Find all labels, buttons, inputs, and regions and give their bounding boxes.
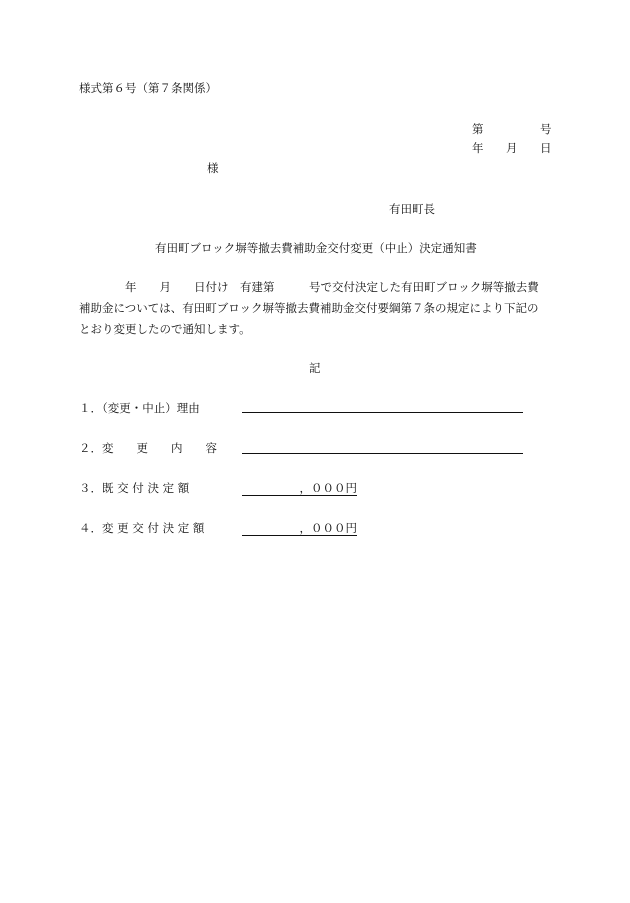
item-label-reason: １．（変更・中止）理由 [79,401,200,415]
body-paragraph [79,282,555,345]
item-blank-line-reason [242,412,523,413]
doc-number-suffix: 号 [540,122,552,136]
issuer-name: 有田町長 [389,202,435,216]
document-title: 有田町ブロック塀等撤去費補助金交付変更（中止）決定通知書 [155,241,477,255]
date-year: 年 [472,141,484,155]
item-label-content: ２．変 更 内 容 [79,441,217,455]
body-line: 補助金については、有田町ブロック塀等撤去費補助金交付要綱第７条の規定により下記の [79,301,539,315]
date-month: 月 [506,141,518,155]
form-number: 様式第６号（第７条関係） [79,81,217,95]
date-day: 日 [540,141,552,155]
item-label-changed-amount: ４．変 更 交 付 決 定 額 [79,521,205,535]
item-label-existing-amount: ３．既 交 付 決 定 額 [79,481,190,495]
item-value-existing-amount: ，０００円 [242,481,357,495]
body-line: とおり変更したので通知します。 [79,322,251,336]
body-line: 年 月 日付け 有建第 号で交付決定した有田町ブロック塀等撤去費 [79,280,539,294]
item-blank-line-content [242,453,523,454]
addressee-suffix: 様 [207,161,219,175]
doc-number-prefix: 第 [472,122,484,136]
ki-heading: 記 [309,361,321,375]
item-value-changed-amount: ，０００円 [242,521,357,535]
